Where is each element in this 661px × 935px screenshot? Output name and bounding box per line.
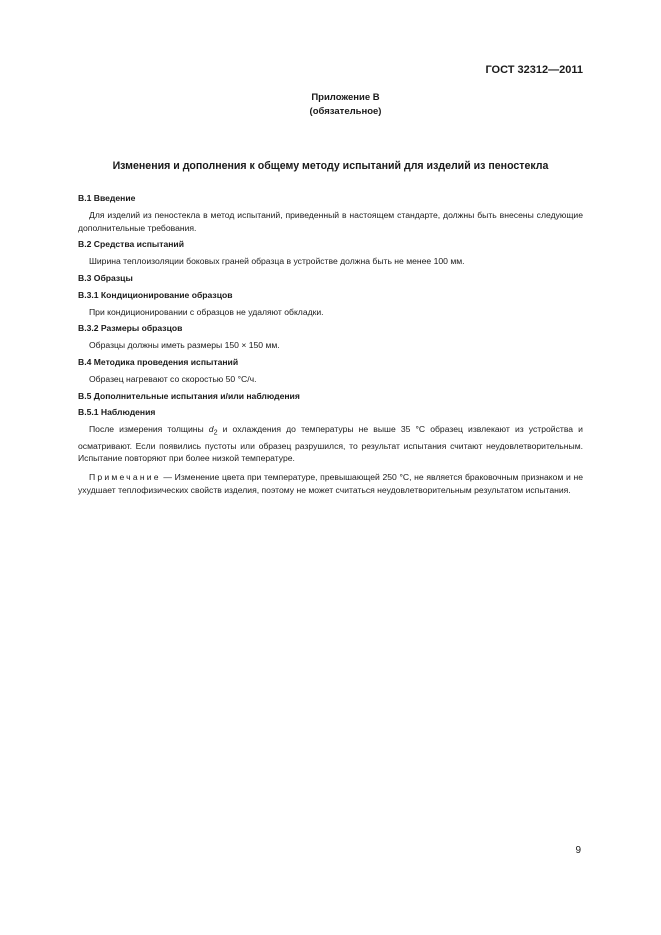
annex-header (0, 91, 661, 119)
section-text-b51-part2: и охлаждения до температуры не выше 35 °С образец извлекают из устройства и осматривают. Если появились пустоты или образец разрушился, то результат испытания считают неудовлетворительным. Испытание повторяют при более низкой температуре. (78, 424, 583, 464)
section-text-b4 (78, 373, 583, 386)
section-text-b51-part1: После измерения толщины (89, 424, 209, 435)
section-heading-b31: В.3.1 Кондиционирование образцов (78, 289, 233, 300)
annex-title: Приложение В (311, 92, 380, 103)
section-heading-b3: В.3 Образцы (78, 272, 133, 283)
section-heading-b4: В.4 Методика проведения испытаний (78, 356, 239, 367)
section-text-b2-content: Ширина теплоизоляции боковых граней образца в устройстве должна быть не менее 100 мм. (89, 256, 465, 267)
section-text-b4-content: Образец нагревают со скоростью 50 °С/ч. (89, 373, 257, 384)
standard-number: ГОСТ 32312—2011 (485, 64, 583, 76)
annex-status: (обязательное) (309, 106, 382, 117)
note-label: Примечание (89, 472, 161, 483)
section-heading-b32: В.3.2 Размеры образцов (78, 323, 183, 334)
section-text-b32-content: Образцы должны иметь размеры 150 × 150 мм. (89, 340, 280, 351)
section-text-b1-content: Для изделий из пеностекла в метод испытаний, приведенный в настоящем стандарте, должны быть внесены следующие дополнительные требования. (78, 209, 583, 233)
note-text: — Изменение цвета при температуре, превышающей 250 °С, не является браковочным признаком и не ухудшает теплофизических свойств изделия, поэтому не может считаться неудовлетворительным результатом испытания. (78, 472, 583, 496)
section-text-b31-content: При кондиционировании с образцов не удаляют обкладки. (89, 306, 324, 317)
section-heading-b2: В.2 Средства испытаний (78, 239, 184, 250)
section-heading-b1: В.1 Введение (78, 193, 136, 203)
document-body (78, 192, 583, 501)
section-text-b2 (78, 255, 583, 268)
section-heading-b51: В.5.1 Наблюдения (78, 407, 156, 418)
section-text-b32 (78, 339, 583, 352)
document-title: Изменения и дополнения к общему методу испытаний для изделий из пеностекла (112, 160, 549, 172)
section-heading-b5: В.5 Дополнительные испытания и/или наблюдения (78, 390, 300, 401)
section-text-b31 (78, 306, 583, 319)
page-number: 9 (575, 845, 581, 856)
thickness-subscript: 2 (213, 428, 218, 437)
section-text-b51 (78, 423, 583, 465)
thickness-variable: d (208, 424, 214, 435)
section-text-b1 (78, 209, 583, 235)
note (78, 471, 583, 497)
